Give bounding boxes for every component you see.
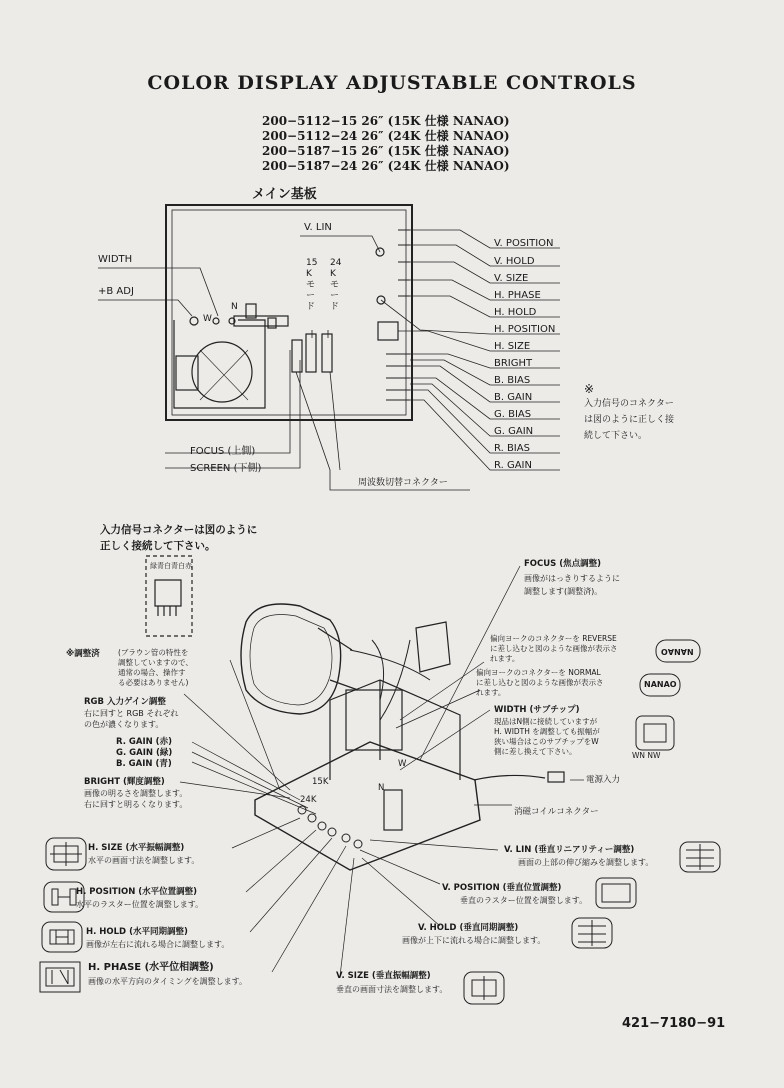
right-label-g-gain: G. GAIN xyxy=(494,426,534,437)
v-lin-label: V. LIN xyxy=(304,222,332,233)
width-text: 側に差し換えて下さい。 xyxy=(494,747,577,756)
reverse-text: れます。 xyxy=(490,654,520,663)
right-label-r-gain: R. GAIN xyxy=(494,460,532,471)
right-label-v-position: V. POSITION xyxy=(494,238,554,249)
v-hold-title: V. HOLD (垂直同期調整) xyxy=(418,923,519,933)
h-size-title: H. SIZE (水平振幅調整) xyxy=(88,843,185,853)
reverse-badge: NANAO xyxy=(661,647,694,656)
rgb-title: RGB 入力ゲイン調整 xyxy=(84,697,166,707)
mode-15k-label: 15 K モ ー ド xyxy=(306,258,318,312)
v-lin-title: V. LIN (垂直リニアリティー調整) xyxy=(504,845,635,855)
model-line: 200−5187−24 26″ (24K 仕様 NANAO) xyxy=(262,159,510,173)
connector-colors: 緑青白青白赤 xyxy=(150,562,192,570)
normal-text: に差し込むと図のような画像が表示さ xyxy=(476,678,604,687)
width-text: H. WIDTH を調整しても振幅が xyxy=(494,727,600,736)
focus-title: FOCUS (焦点調整) xyxy=(524,559,602,569)
note-line: 入力信号のコネクター xyxy=(584,399,674,409)
h-phase-text: 画像の水平方向のタイミングを調整します。 xyxy=(88,977,248,986)
power-label: 電源入力 xyxy=(586,775,621,785)
right-label-g-bias: G. BIAS xyxy=(494,409,532,420)
mode-24k-label: 24 K モ ー ド xyxy=(330,258,342,312)
note-mark: ※ xyxy=(584,382,595,396)
h-position-text: 水平のラスター位置を調整します。 xyxy=(76,900,204,909)
h-position-title: H. POSITION (水平位置調整) xyxy=(76,887,198,897)
h-phase-title: H. PHASE (水平位相調整) xyxy=(88,962,214,973)
note-line: は図のように正しく接 xyxy=(584,415,675,425)
bright-text: 画像の明るさを調整します。 xyxy=(84,789,188,798)
adjusted-text: 通常の場合、操作す xyxy=(118,668,186,677)
normal-badge: NANAO xyxy=(644,680,677,689)
right-label-h-phase: H. PHASE xyxy=(494,290,541,301)
freq-connector-label: 周波数切替コネクター xyxy=(358,478,448,488)
w-label: W xyxy=(203,314,212,324)
rgb-text: の色が濃くなります。 xyxy=(84,720,164,729)
b-adj-label: +B ADJ xyxy=(98,286,134,297)
reverse-text: に差し込むと図のような画像が表示さ xyxy=(490,644,618,653)
input-note-line: 正しく接続して下さい。 xyxy=(100,540,216,552)
main-board-title: メイン基板 xyxy=(252,187,317,202)
k15-label: 15K xyxy=(312,777,329,787)
bright-text: 右に回すと明るくなります。 xyxy=(84,800,188,809)
n-chip-label: N xyxy=(378,783,385,793)
reverse-text: 偏向ヨークのコネクターを REVERSE xyxy=(490,634,617,643)
w-chip-label: W xyxy=(398,759,407,769)
adjusted-text: (ブラウン管の特性を xyxy=(118,648,189,657)
n-label: N xyxy=(231,302,238,312)
right-label-h-hold: H. HOLD xyxy=(494,307,537,318)
h-hold-title: H. HOLD (水平同期調整) xyxy=(86,927,188,937)
wn-nw-label: WN NW xyxy=(632,751,661,760)
right-label-r-bias: R. BIAS xyxy=(494,443,530,454)
right-label-h-position: H. POSITION xyxy=(494,324,556,335)
adjusted-text: 調整していますので、 xyxy=(118,658,193,667)
right-label-bright: BRIGHT xyxy=(494,358,533,369)
screen-label: SCREEN (下側) xyxy=(190,463,262,474)
v-hold-text: 画像が上下に流れる場合に調整します。 xyxy=(402,936,546,945)
h-hold-text: 画像が左右に流れる場合に調整します。 xyxy=(86,940,230,949)
focus-text: 画像がはっきりするように xyxy=(524,574,620,583)
right-label-v-size: V. SIZE xyxy=(494,273,529,284)
normal-text: れます。 xyxy=(476,688,506,697)
degauss-label: 消磁コイルコネクター xyxy=(514,807,599,817)
document-number: 421−7180−91 xyxy=(622,1016,726,1031)
v-lin-text: 画面の上部の伸び縮みを調整します。 xyxy=(518,858,654,867)
bright-title: BRIGHT (輝度調整) xyxy=(84,777,165,787)
right-label-b-bias: B. BIAS xyxy=(494,375,531,386)
model-line: 200−5187−15 26″ (15K 仕様 NANAO) xyxy=(262,144,510,158)
adjusted-mark: ※調整済 xyxy=(66,649,100,659)
r-gain-label: R. GAIN (赤) xyxy=(116,737,172,747)
v-position-text: 垂直のラスター位置を調整します。 xyxy=(460,896,588,905)
b-gain-label: B. GAIN (青) xyxy=(116,759,172,769)
g-gain-label: G. GAIN (緑) xyxy=(116,748,173,758)
h-size-text: 水平の画面寸法を調整します。 xyxy=(88,856,200,865)
width-title: WIDTH (サブチップ) xyxy=(494,705,580,715)
right-label-v-hold: V. HOLD xyxy=(494,256,535,267)
note-line: 続して下さい。 xyxy=(584,431,648,441)
model-line: 200−5112−24 26″ (24K 仕様 NANAO) xyxy=(262,129,510,143)
normal-text: 偏向ヨークのコネクターを NORMAL xyxy=(476,668,601,677)
v-position-title: V. POSITION (垂直位置調整) xyxy=(442,883,562,893)
adjusted-text: る必要はありません) xyxy=(118,678,189,687)
input-note-line: 入力信号コネクターは図のように xyxy=(100,524,258,536)
k24-label: 24K xyxy=(300,795,317,805)
rgb-text: 右に回すと RGB それぞれ xyxy=(84,709,179,718)
model-line: 200−5112−15 26″ (15K 仕様 NANAO) xyxy=(262,114,510,128)
width-text: 現品はN側に接続していますが xyxy=(494,717,598,726)
v-size-text: 垂直の画面寸法を調整します。 xyxy=(336,985,448,994)
right-label-h-size: H. SIZE xyxy=(494,341,531,352)
v-size-title: V. SIZE (垂直振幅調整) xyxy=(336,971,431,981)
width-label: WIDTH xyxy=(98,254,133,265)
page-title: COLOR DISPLAY ADJUSTABLE CONTROLS xyxy=(147,72,637,94)
width-text: 狭い場合はこのサブチップをW xyxy=(494,737,599,746)
focus-label: FOCUS (上側) xyxy=(190,446,256,457)
right-label-b-gain: B. GAIN xyxy=(494,392,533,403)
focus-text: 調整します(調整済)。 xyxy=(524,587,603,596)
